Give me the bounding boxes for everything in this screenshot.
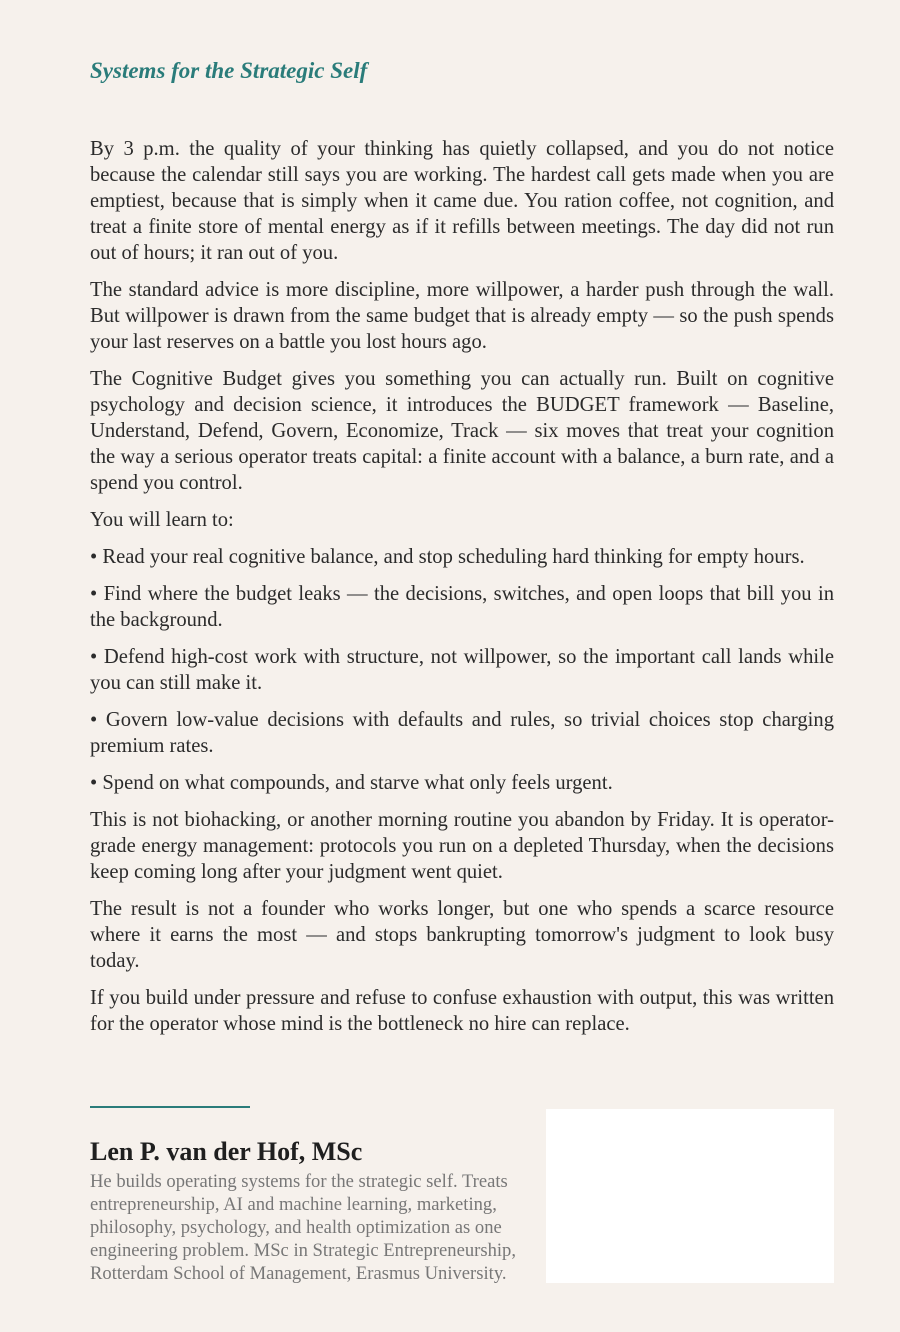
paragraph-result: The result is not a founder who works longer, but one who spends a scarce resource where it earns the most — and stops bankrupting tomorrow's judgment to look busy today.: [90, 898, 834, 972]
author-divider: [90, 1106, 250, 1108]
paragraph-learn-intro: You will learn to:: [90, 509, 234, 531]
author-bio: He builds operating systems for the strategic self. Treats entrepreneurship, AI and machine learning, marketing, philosophy, psychology, and health optimization as one engineering problem. MSc in Strategic Entrepreneurship, Rotterdam School of Management, Erasmus University.: [90, 1171, 516, 1284]
paragraph-closing: If you build under pressure and refuse to confuse exhaustion with output, this was written for the operator whose mind is the bottleneck no hire can replace.: [90, 987, 834, 1035]
bullet-item: • Govern low-value decisions with defaults and rules, so trivial choices stop charging premium rates.: [90, 709, 834, 757]
bullet-item: • Find where the budget leaks — the decisions, switches, and open loops that bill you in the background.: [90, 583, 834, 631]
series-title: Systems for the Strategic Self: [90, 58, 368, 83]
bullet-item: • Spend on what compounds, and starve what only feels urgent.: [90, 772, 613, 794]
paragraph-standard-advice: The standard advice is more discipline, more willpower, a harder push through the wall. But willpower is drawn from the same budget that is already empty — so the push spends your last reserves on a battle you lost hours ago.: [90, 279, 834, 353]
paragraph-intro: By 3 p.m. the quality of your thinking has quietly collapsed, and you do not notice because the calendar still says you are working. The hardest call gets made when you are emptiest, because that is simply when it came due. You ration coffee, not cognition, and treat a finite store of mental energy as if it refills between meetings. The day did not run out of hours; it ran out of you.: [90, 138, 834, 264]
bullet-item: • Read your real cognitive balance, and stop scheduling hard thinking for empty hours.: [90, 546, 805, 568]
paragraph-framework: The Cognitive Budget gives you something you can actually run. Built on cognitive psychology and decision science, it introduces the BUDGET framework — Baseline, Understand, Defend, Govern, Economize, Track — six moves that treat your cognition the way a serious operator treats capital: a finite account with a balance, a burn rate, and a spend you control.: [90, 368, 834, 494]
bullet-item: • Defend high-cost work with structure, not willpower, so the important call lands while you can still make it.: [90, 646, 834, 694]
author-photo-placeholder: [546, 1109, 834, 1283]
paragraph-not-biohacking: This is not biohacking, or another morning routine you abandon by Friday. It is operator-grade energy management: protocols you run on a depleted Thursday, when the decisions keep coming long after your judgment went quiet.: [90, 809, 834, 883]
author-name: Len P. van der Hof, MSc: [90, 1137, 363, 1166]
body-copy: [90, 136, 834, 1048]
